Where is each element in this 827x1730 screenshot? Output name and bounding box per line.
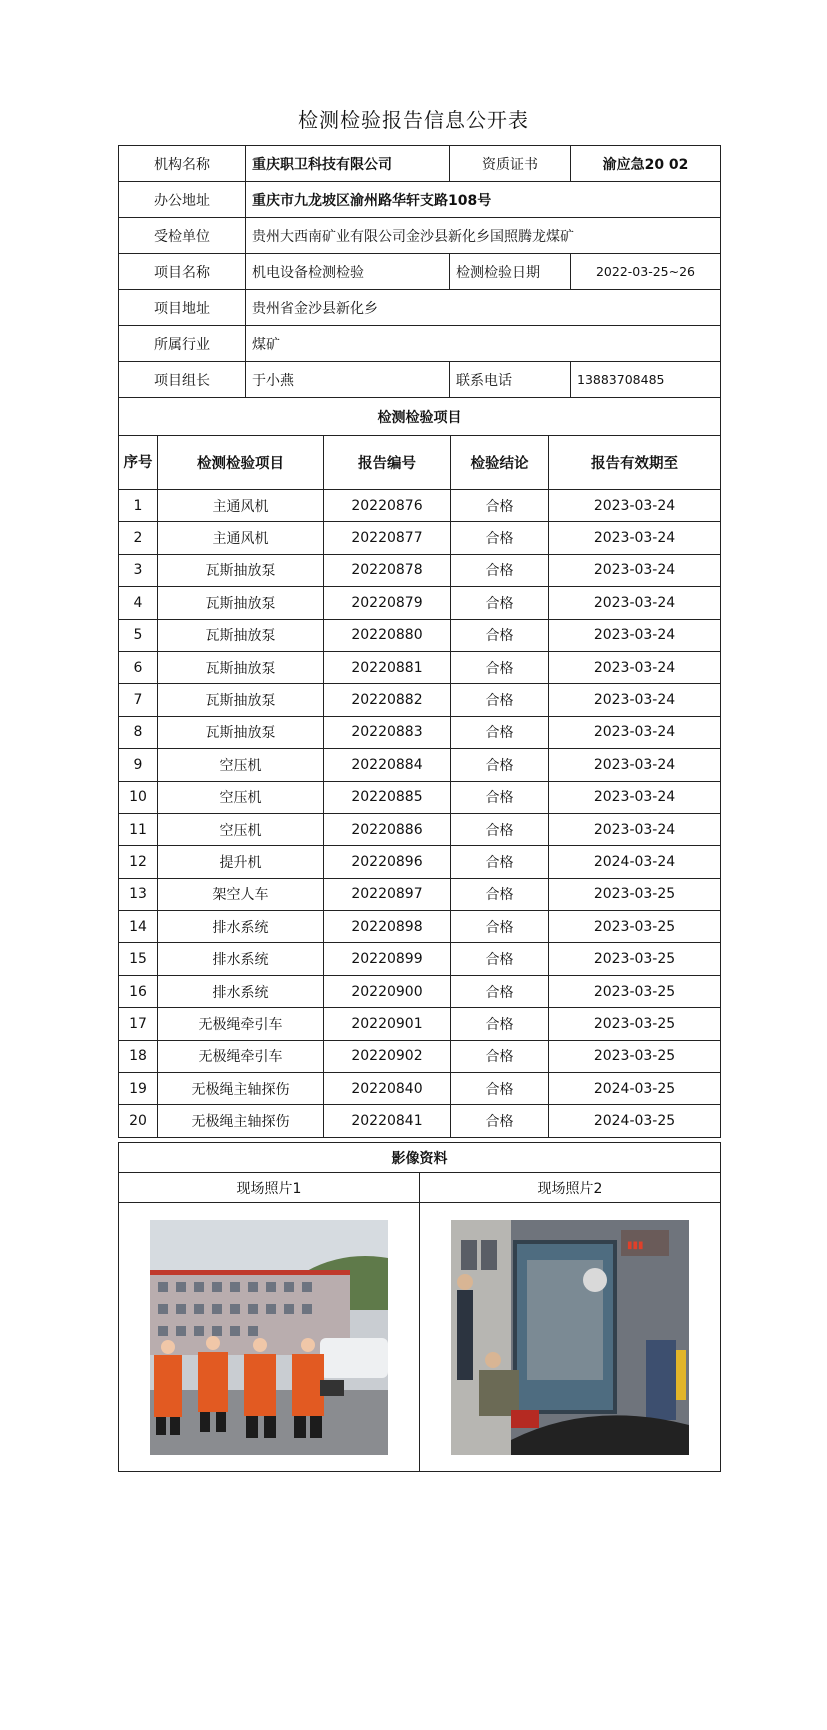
- item-name: 瓦斯抽放泵: [158, 554, 324, 586]
- table-row: [119, 684, 721, 716]
- item-report-number: 20220886: [324, 813, 451, 845]
- item-report-number: 20220878: [324, 554, 451, 586]
- item-result: 合格: [451, 1105, 549, 1137]
- item-no: 13: [119, 878, 158, 910]
- item-result: 合格: [451, 522, 549, 554]
- item-valid-until: 2023-03-24: [549, 684, 721, 716]
- item-no: 11: [119, 813, 158, 845]
- inspected-label: 受检单位: [119, 218, 246, 254]
- inspected-value: 贵州大西南矿业有限公司金沙县新化乡国照腾龙煤矿: [246, 218, 721, 254]
- item-report-number: 20220879: [324, 587, 451, 619]
- item-report-number: 20220899: [324, 943, 451, 975]
- item-name: 瓦斯抽放泵: [158, 619, 324, 651]
- item-report-number: 20220841: [324, 1105, 451, 1137]
- item-no: 5: [119, 619, 158, 651]
- item-name: 瓦斯抽放泵: [158, 651, 324, 683]
- item-valid-until: 2024-03-25: [549, 1105, 721, 1137]
- items-section-title: 检测检验项目: [119, 398, 721, 436]
- item-name: 瓦斯抽放泵: [158, 587, 324, 619]
- item-name: 无极绳主轴探伤: [158, 1073, 324, 1105]
- item-no: 9: [119, 749, 158, 781]
- table-row: [119, 878, 721, 910]
- table-row: [119, 749, 721, 781]
- header-report: 报告编号: [324, 436, 451, 490]
- cert-label: 资质证书: [450, 146, 571, 182]
- item-report-number: 20220880: [324, 619, 451, 651]
- item-name: 架空人车: [158, 878, 324, 910]
- table-row: [119, 1073, 721, 1105]
- item-no: 6: [119, 651, 158, 683]
- item-name: 空压机: [158, 749, 324, 781]
- photo-label-2: 现场照片2: [420, 1173, 721, 1203]
- org-value: 重庆职卫科技有限公司: [246, 146, 450, 182]
- item-name: 提升机: [158, 846, 324, 878]
- item-no: 20: [119, 1105, 158, 1137]
- item-name: 主通风机: [158, 490, 324, 522]
- table-row: [119, 1040, 721, 1072]
- items-body: [119, 490, 721, 1138]
- item-result: 合格: [451, 1073, 549, 1105]
- item-valid-until: 2024-03-25: [549, 1073, 721, 1105]
- item-valid-until: 2023-03-24: [549, 587, 721, 619]
- items-section-row: [119, 398, 721, 436]
- item-result: 合格: [451, 1040, 549, 1072]
- item-result: 合格: [451, 587, 549, 619]
- table-row: [119, 1105, 721, 1137]
- item-name: 空压机: [158, 781, 324, 813]
- item-valid-until: 2023-03-24: [549, 716, 721, 748]
- item-name: 排水系统: [158, 975, 324, 1007]
- photo-label-1: 现场照片1: [119, 1173, 420, 1203]
- item-result: 合格: [451, 1008, 549, 1040]
- item-result: 合格: [451, 554, 549, 586]
- header-no: 序号: [119, 436, 158, 490]
- table-row: [119, 619, 721, 651]
- item-name: 排水系统: [158, 911, 324, 943]
- item-no: 1: [119, 490, 158, 522]
- date-label: 检测检验日期: [450, 254, 571, 290]
- phone-value: 13883708485: [571, 362, 721, 398]
- table-row: [119, 781, 721, 813]
- item-no: 14: [119, 911, 158, 943]
- item-valid-until: 2023-03-24: [549, 781, 721, 813]
- item-name: 无极绳牵引车: [158, 1008, 324, 1040]
- table-row: [119, 522, 721, 554]
- leader-label: 项目组长: [119, 362, 246, 398]
- item-name: 无极绳主轴探伤: [158, 1105, 324, 1137]
- item-valid-until: 2023-03-25: [549, 911, 721, 943]
- cert-value: 渝应急20 02: [571, 146, 721, 182]
- item-no: 10: [119, 781, 158, 813]
- table-row: [119, 975, 721, 1007]
- photo-cell-1: [119, 1203, 420, 1472]
- item-name: 主通风机: [158, 522, 324, 554]
- photos-label-row: [119, 1173, 721, 1203]
- table-row: [119, 554, 721, 586]
- item-no: 4: [119, 587, 158, 619]
- item-result: 合格: [451, 749, 549, 781]
- item-report-number: 20220884: [324, 749, 451, 781]
- item-no: 7: [119, 684, 158, 716]
- info-row-project: [119, 254, 721, 290]
- org-label: 机构名称: [119, 146, 246, 182]
- header-valid: 报告有效期至: [549, 436, 721, 490]
- table-row: [119, 490, 721, 522]
- address-label: 办公地址: [119, 182, 246, 218]
- photos-table: [118, 1142, 721, 1472]
- table-row: [119, 813, 721, 845]
- project-label: 项目名称: [119, 254, 246, 290]
- info-row-inspected: [119, 218, 721, 254]
- item-report-number: 20220901: [324, 1008, 451, 1040]
- item-valid-until: 2023-03-24: [549, 490, 721, 522]
- item-report-number: 20220881: [324, 651, 451, 683]
- header-result: 检验结论: [451, 436, 549, 490]
- item-valid-until: 2023-03-24: [549, 554, 721, 586]
- item-result: 合格: [451, 943, 549, 975]
- item-no: 19: [119, 1073, 158, 1105]
- item-result: 合格: [451, 716, 549, 748]
- item-name: 空压机: [158, 813, 324, 845]
- item-name: 瓦斯抽放泵: [158, 716, 324, 748]
- info-row-location: [119, 290, 721, 326]
- item-no: 18: [119, 1040, 158, 1072]
- photos-section-row: [119, 1143, 721, 1173]
- item-name: 排水系统: [158, 943, 324, 975]
- item-valid-until: 2023-03-25: [549, 878, 721, 910]
- item-no: 17: [119, 1008, 158, 1040]
- table-row: [119, 943, 721, 975]
- item-name: 无极绳牵引车: [158, 1040, 324, 1072]
- item-report-number: 20220900: [324, 975, 451, 1007]
- table-row: [119, 911, 721, 943]
- table-row: [119, 651, 721, 683]
- item-result: 合格: [451, 878, 549, 910]
- info-row-industry: [119, 326, 721, 362]
- item-valid-until: 2023-03-24: [549, 619, 721, 651]
- item-result: 合格: [451, 781, 549, 813]
- item-report-number: 20220883: [324, 716, 451, 748]
- item-result: 合格: [451, 619, 549, 651]
- item-report-number: 20220898: [324, 911, 451, 943]
- header-item: 检测检验项目: [158, 436, 324, 490]
- item-valid-until: 2023-03-25: [549, 1040, 721, 1072]
- industry-value: 煤矿: [246, 326, 721, 362]
- photos-section-title: 影像资料: [119, 1143, 721, 1173]
- item-name: 瓦斯抽放泵: [158, 684, 324, 716]
- item-result: 合格: [451, 846, 549, 878]
- item-result: 合格: [451, 813, 549, 845]
- industry-label: 所属行业: [119, 326, 246, 362]
- page-title: 检测检验报告信息公开表: [298, 108, 529, 132]
- items-header-row: [119, 436, 721, 490]
- svg-text:▮▮▮: ▮▮▮: [627, 1239, 644, 1251]
- info-row-leader: [119, 362, 721, 398]
- item-report-number: 20220877: [324, 522, 451, 554]
- date-value: 2022-03-25~26: [571, 254, 721, 290]
- site-photo-2: [451, 1220, 689, 1455]
- item-valid-until: 2023-03-24: [549, 522, 721, 554]
- info-row-address: [119, 182, 721, 218]
- item-valid-until: 2023-03-24: [549, 813, 721, 845]
- items-table: [118, 397, 721, 1138]
- item-no: 16: [119, 975, 158, 1007]
- leader-value: 于小燕: [246, 362, 450, 398]
- item-valid-until: 2023-03-24: [549, 651, 721, 683]
- item-report-number: 20220902: [324, 1040, 451, 1072]
- item-report-number: 20220876: [324, 490, 451, 522]
- item-result: 合格: [451, 651, 549, 683]
- photos-image-row: [119, 1203, 721, 1472]
- item-no: 15: [119, 943, 158, 975]
- item-result: 合格: [451, 975, 549, 1007]
- info-row-org: [119, 146, 721, 182]
- item-report-number: 20220896: [324, 846, 451, 878]
- info-table: [118, 145, 721, 398]
- table-row: [119, 846, 721, 878]
- project-value: 机电设备检测检验: [246, 254, 450, 290]
- item-no: 2: [119, 522, 158, 554]
- item-result: 合格: [451, 490, 549, 522]
- item-report-number: 20220882: [324, 684, 451, 716]
- location-label: 项目地址: [119, 290, 246, 326]
- item-report-number: 20220897: [324, 878, 451, 910]
- item-valid-until: 2023-03-25: [549, 943, 721, 975]
- photo-cell-2: [420, 1203, 721, 1472]
- table-row: [119, 587, 721, 619]
- table-row: [119, 716, 721, 748]
- item-valid-until: 2023-03-24: [549, 749, 721, 781]
- table-row: [119, 1008, 721, 1040]
- site-photo-1: [150, 1220, 388, 1455]
- item-report-number: 20220885: [324, 781, 451, 813]
- item-result: 合格: [451, 684, 549, 716]
- address-value: 重庆市九龙坡区渝州路华轩支路108号: [246, 182, 721, 218]
- item-no: 8: [119, 716, 158, 748]
- item-no: 12: [119, 846, 158, 878]
- item-valid-until: 2024-03-24: [549, 846, 721, 878]
- location-value: 贵州省金沙县新化乡: [246, 290, 721, 326]
- item-report-number: 20220840: [324, 1073, 451, 1105]
- phone-label: 联系电话: [450, 362, 571, 398]
- item-valid-until: 2023-03-25: [549, 975, 721, 1007]
- item-result: 合格: [451, 911, 549, 943]
- item-valid-until: 2023-03-25: [549, 1008, 721, 1040]
- item-no: 3: [119, 554, 158, 586]
